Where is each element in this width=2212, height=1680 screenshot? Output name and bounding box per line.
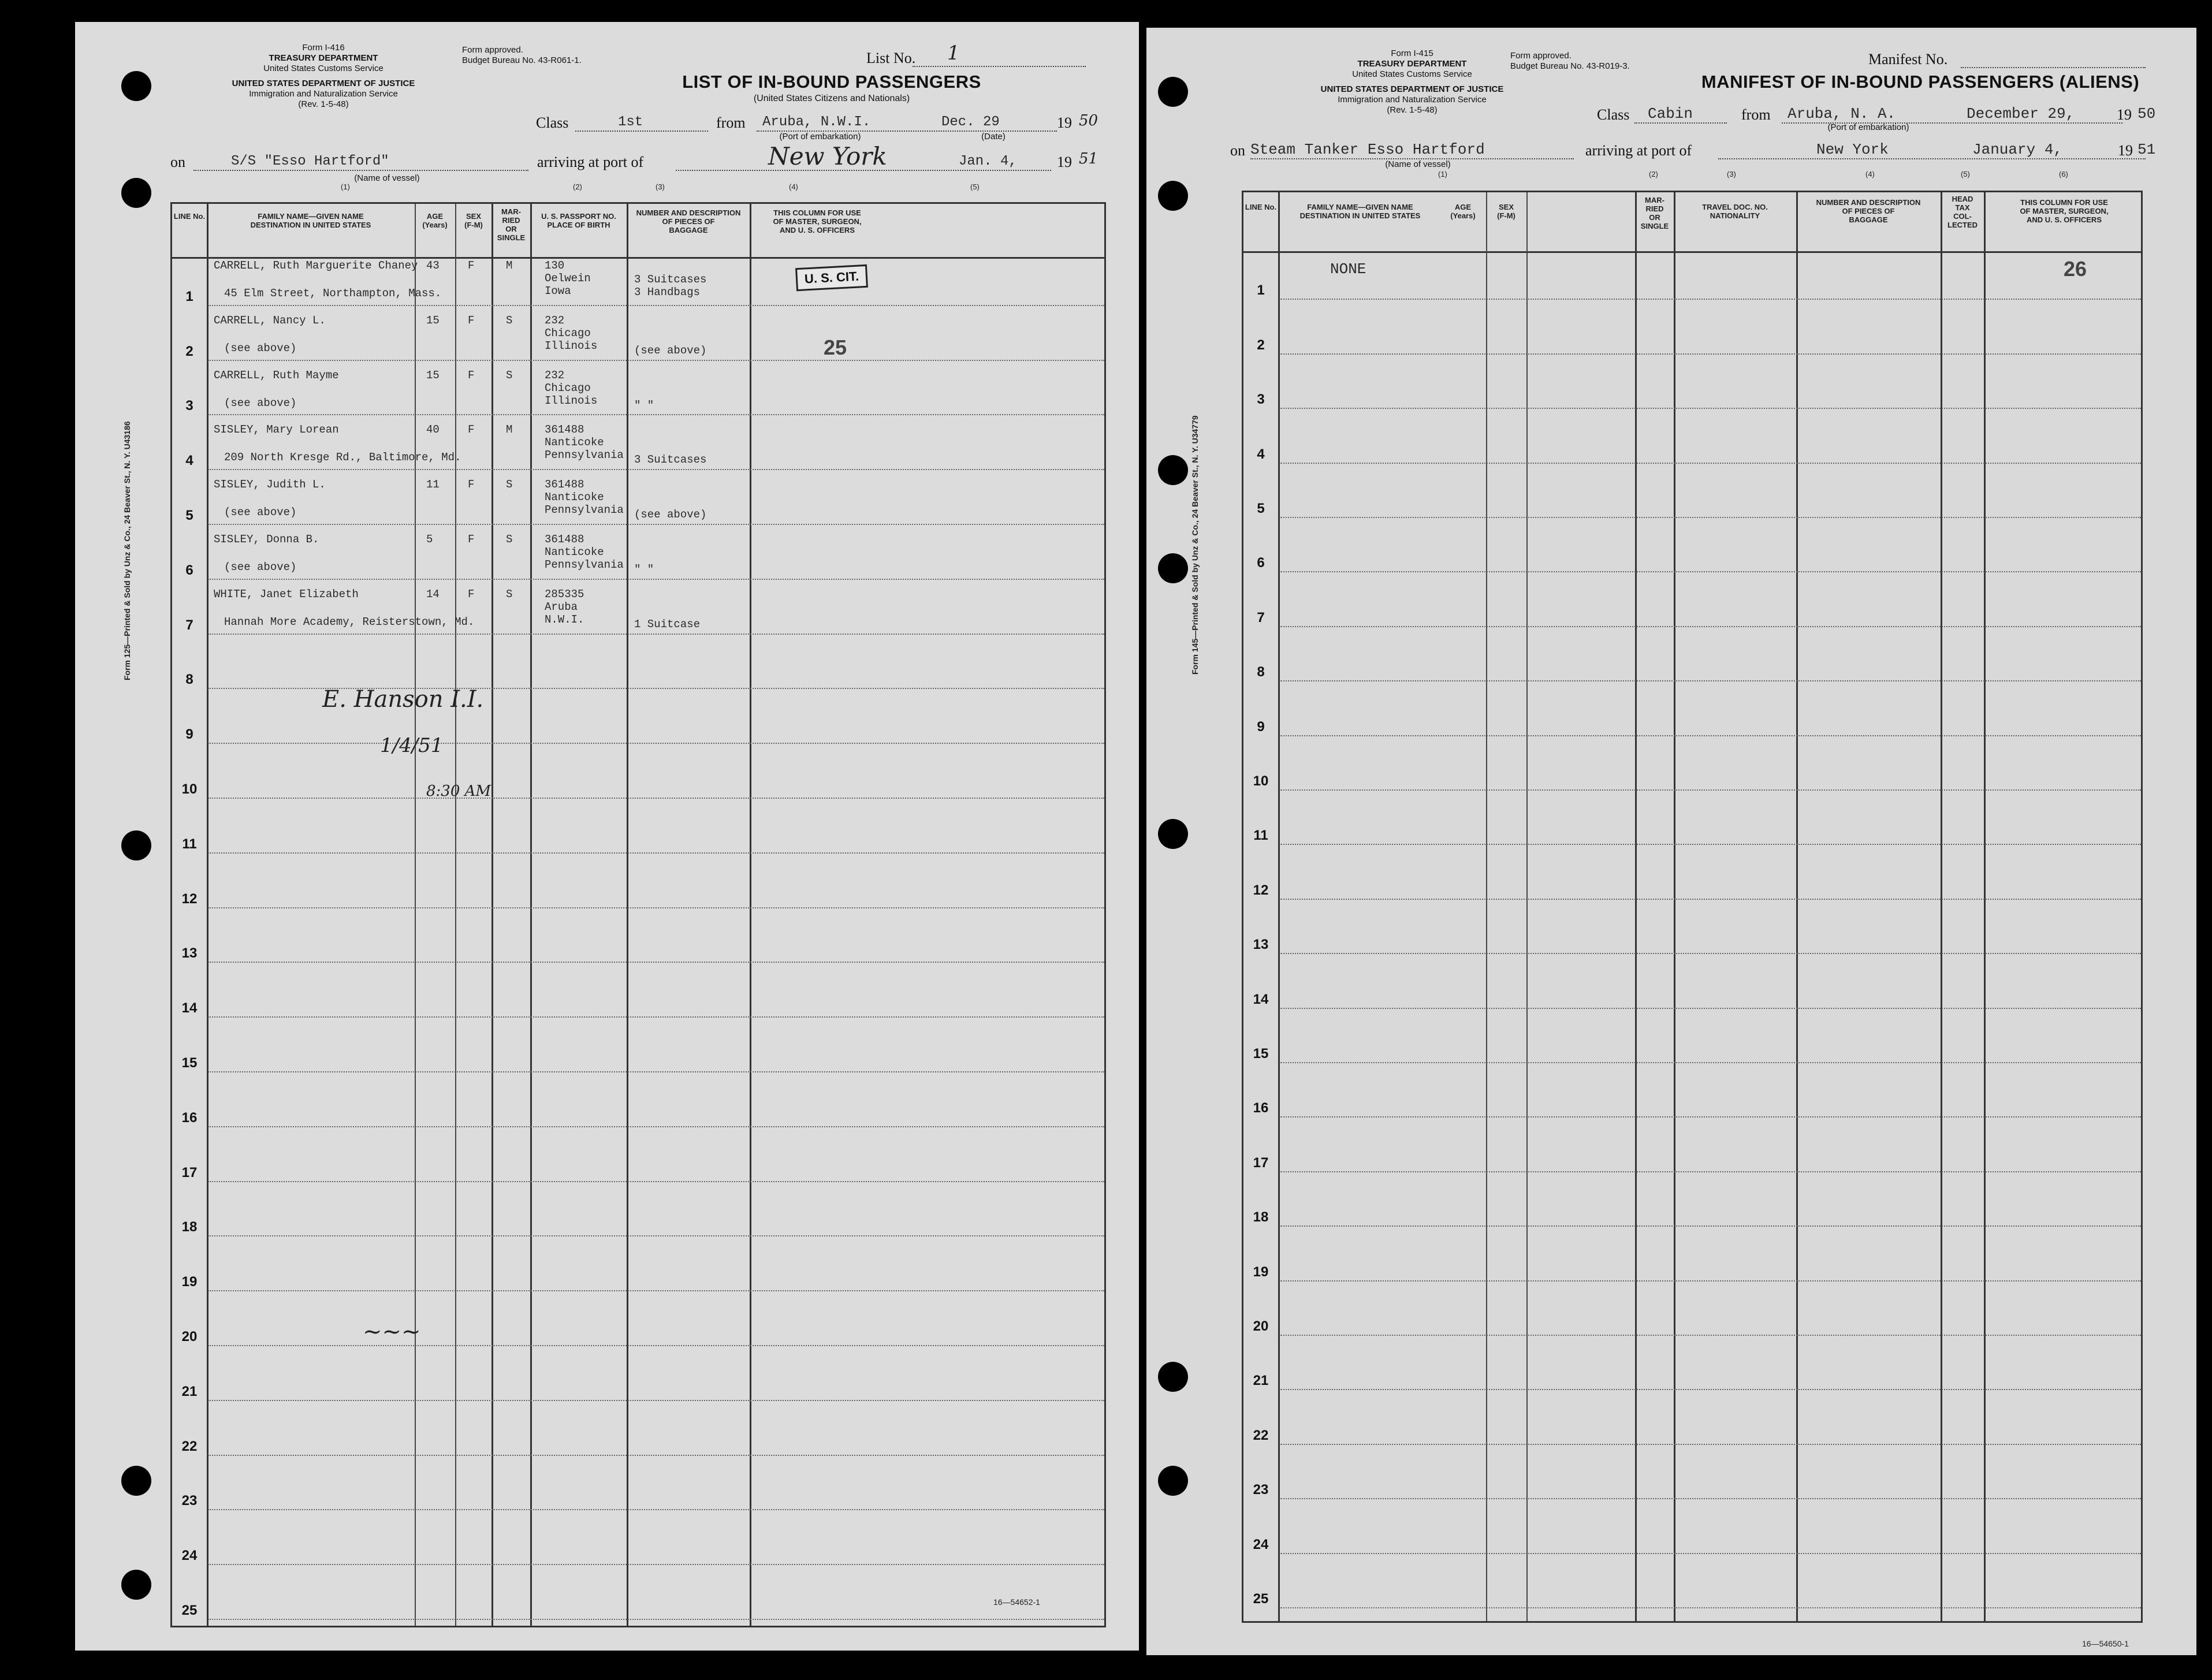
inspector-signature: E. Hanson I.I. [322,686,484,713]
row-rule [208,1126,1104,1127]
approval-note: Form approved. [1510,51,1572,61]
passenger-name: CARRELL, Ruth Marguerite Chaney [214,259,418,272]
line-number: 4 [185,453,193,469]
depart-year: 50 [2137,105,2156,122]
punch-hole [121,830,151,861]
printer-imprint: Form 145—Printed & Sold by Unz & Co., 24 Beaver St., N. Y. U34779 [1190,415,1200,675]
passenger-bag: (see above) [634,508,707,521]
row-rule [1279,299,2141,300]
line-number: 14 [181,1000,198,1016]
page-subtitle: (United States Citizens and Nationals) [753,94,910,103]
revision: (Rev. 1-5-48) [298,99,349,109]
line-number: 7 [185,617,193,633]
department: TREASURY DEPARTMENT [1357,59,1467,69]
line-number: 2 [185,343,193,359]
header-sex: SEX (F-M) [464,212,483,229]
row-rule [1279,1280,2141,1282]
line-number: 25 [181,1603,198,1618]
punch-hole [1158,1466,1188,1496]
line-number: 8 [185,672,193,688]
row-rule [208,579,1104,580]
passenger-sex: F [468,478,475,491]
header-married: MAR- RIED OR SINGLE [497,207,526,242]
line-number: 12 [181,891,198,907]
passenger-name: SISLEY, Judith L. [214,478,326,491]
header-baggage: NUMBER AND DESCRIPTION OF PIECES OF BAGGAGE [1816,198,1921,224]
col-number: (1) [341,182,350,191]
row-rule [208,1509,1104,1510]
inbound-aliens-manifest [1146,28,2196,1655]
row-rule [208,524,1104,525]
line-number: 9 [185,727,193,743]
on-label: on [170,154,185,170]
class-label: Class [1597,106,1630,123]
punch-hole [1158,1362,1188,1392]
passenger-dest: (see above) [224,341,297,355]
passenger-name: CARRELL, Ruth Mayme [214,368,339,382]
line-number: 18 [1253,1209,1269,1225]
passenger-birth: Chicago Illinois [545,381,598,407]
passenger-age: 15 [426,368,440,382]
row-rule [1279,899,2141,900]
row-rule [1279,1498,2141,1499]
ins: Immigration and Naturalization Service [1338,95,1487,105]
row-rule [208,360,1104,361]
passenger-name: SISLEY, Donna B. [214,533,319,546]
header-officers: THIS COLUMN FOR USE OF MASTER, SURGEON, AND U. S. OFFICERS [773,208,862,234]
row-rule [1279,1116,2141,1117]
row-rule [1279,517,2141,518]
form-number: Form I-415 [1391,49,1433,58]
row-rule [208,1400,1104,1401]
inspection-date: 1/4/51 [380,734,444,757]
line-number: 23 [181,1493,198,1509]
justice-dept: UNITED STATES DEPARTMENT OF JUSTICE [1320,84,1504,94]
header-age: AGE (Years) [1450,203,1476,220]
line-number: 1 [1257,282,1265,299]
line-number: 25 [1253,1591,1269,1607]
punch-hole [1158,181,1188,211]
row-rule [1279,953,2141,954]
passenger-bag: 3 Suitcases 3 Handbags [634,273,707,299]
line-number: 16 [1253,1100,1269,1116]
line-number: 4 [1257,446,1265,462]
passenger-sex: F [468,314,475,327]
passenger-pp: 361488 [545,478,584,491]
row-rule [208,469,1104,470]
row-rule [208,743,1104,744]
passenger-ms: M [506,423,513,437]
row-rule [1279,353,2141,355]
passenger-birth: Nanticoke Pennsylvania [545,436,624,462]
row-rule [208,852,1104,854]
passenger-name: WHITE, Janet Elizabeth [214,587,359,601]
passenger-sex: F [468,368,475,382]
header-name: FAMILY NAME—GIVEN NAME DESTINATION IN UNITED STATES [250,212,371,229]
passenger-dest: 209 North Kresge Rd., Baltimore, Md. [224,451,461,464]
row-rule [208,1235,1104,1236]
vessel-name: Steam Tanker Esso Hartford [1250,141,1485,158]
passenger-sex: F [468,423,475,437]
punch-hole [1158,819,1188,849]
col-number: (1) [1438,170,1447,178]
arrival-date: January 4, [1972,141,2063,158]
header-officers: THIS COLUMN FOR USE OF MASTER, SURGEON, AND U. S. OFFICERS [2020,198,2109,224]
row-rule [1279,844,2141,845]
passenger-age: 5 [426,533,433,546]
line-number: 13 [1253,937,1269,953]
col-number: (2) [1649,170,1658,178]
row-rule [1279,1008,2141,1009]
row-rule [208,1016,1104,1018]
line-number: 15 [181,1055,198,1071]
row-rule [208,1455,1104,1456]
line-number: 3 [1257,392,1265,408]
class-value: Cabin [1648,105,1693,122]
line-number: 10 [1253,773,1269,789]
department: TREASURY DEPARTMENT [269,53,378,63]
line-number: 22 [1253,1427,1269,1443]
manifest-no-label: Manifest No. [1868,51,1948,68]
arrival-date: Jan. 4, [959,154,1017,169]
arriving-label: arriving at port of [1585,142,1692,159]
line-number: 16 [181,1109,198,1126]
passenger-pp: 361488 [545,423,584,437]
ins: Immigration and Naturalization Service [249,89,398,99]
list-no-label: List No. [866,50,916,66]
line-number: 22 [181,1438,198,1454]
row-rule [1279,1389,2141,1390]
passenger-age: 11 [426,478,440,491]
passenger-name: SISLEY, Mary Lorean [214,423,339,437]
arrival-port: New York [1816,141,1889,158]
line-number: 9 [1257,718,1265,735]
line-number: 11 [182,836,197,852]
punch-hole [1158,455,1188,485]
service: United States Customs Service [1352,69,1472,79]
line-number: 7 [1257,609,1265,625]
line-number: 15 [1253,1046,1269,1061]
passenger-dest: (see above) [224,561,297,573]
depart-year: 50 [1079,112,1098,129]
passenger-pp: 361488 [545,533,584,546]
line-number: 11 [1253,828,1268,844]
passenger-table [170,202,1106,1627]
none-entry: NONE [1330,260,1366,278]
header-line-no: LINE No. [173,212,206,221]
page-title: LIST OF IN-BOUND PASSENGERS [682,72,981,92]
passenger-birth: Nanticoke Pennsylvania [545,491,624,517]
row-rule [208,634,1104,635]
revision: (Rev. 1-5-48) [1387,105,1438,115]
header-head-tax: HEAD TAX COL- LECTED [1947,195,1978,229]
alien-table [1242,191,2143,1623]
header-name: FAMILY NAME—GIVEN NAME DESTINATION IN UNITED STATES [1299,203,1421,220]
row20-scrawl: ~~~ [363,1318,421,1345]
row-rule [1279,463,2141,464]
justice-dept: UNITED STATES DEPARTMENT OF JUSTICE [232,79,415,88]
punch-hole [121,178,151,208]
depart-year-prefix: 19 [2117,106,2132,123]
passenger-dest: Hannah More Academy, Reisterstown, Md. [224,615,475,628]
line-number: 13 [181,945,198,962]
line-number: 19 [1253,1264,1269,1280]
col-number: (4) [789,182,798,191]
row-rule [208,1345,1104,1346]
passenger-count: 26 [2064,257,2087,281]
row-rule [208,1290,1104,1291]
line-number: 14 [1253,991,1269,1007]
class-value: 1st [618,114,643,130]
row-rule [1279,408,2141,409]
passenger-sex: F [468,259,475,272]
depart-date: Dec. 29 [941,114,1000,130]
vessel-name: S/S "Esso Hartford" [231,154,389,169]
arrival-year-prefix: 19 [2118,142,2133,159]
punch-hole [121,1570,151,1600]
row-rule [1279,789,2141,791]
passenger-bag: 3 Suitcases [634,453,707,467]
line-number: 6 [1257,555,1265,571]
row-rule [1279,1444,2141,1445]
passenger-pp: 285335 [545,587,584,601]
passenger-ms: M [506,259,513,272]
col-number: (3) [1727,170,1736,178]
passenger-pp: 130 [545,259,565,272]
header-travel-doc: TRAVEL DOC. NO. NATIONALITY [1702,203,1768,220]
form-number: Form I-416 [302,43,345,53]
from-value: Aruba, N.W.I. [762,114,871,130]
passenger-dest: 45 Elm Street, Northampton, Mass. [224,287,442,300]
line-number: 19 [181,1274,198,1290]
row-rule [208,962,1104,963]
passenger-ms: S [506,314,513,327]
passenger-dest: (see above) [224,506,297,519]
row-rule [1279,1607,2141,1608]
passenger-age: 43 [426,259,440,272]
passenger-pp: 232 [545,314,565,327]
punch-hole [121,71,151,101]
line-number: 1 [185,288,193,304]
from-label: from [716,114,746,131]
row-rule [1279,571,2141,572]
passenger-birth: Nanticoke Pennsylvania [545,546,624,571]
passenger-bag: " " [634,563,654,576]
punch-hole [1158,553,1188,583]
passenger-ms: S [506,533,513,546]
arriving-label: arriving at port of [537,154,644,170]
us-citizen-stamp: U. S. CIT. [795,265,868,291]
passenger-age: 15 [426,314,440,327]
service: United States Customs Service [263,64,383,73]
arrival-port: New York [768,142,887,170]
page-title: MANIFEST OF IN-BOUND PASSENGERS (ALIENS) [1701,72,2140,92]
row-rule [208,1619,1104,1620]
header-married: MAR- RIED OR SINGLE [1640,196,1669,230]
from-value: Aruba, N. A. [1788,105,1896,122]
col-number: (2) [573,182,582,191]
passenger-ms: S [506,587,513,601]
depart-date: December 29, [1967,105,2075,122]
line-number: 6 [185,562,193,578]
inbound-citizens-list [75,22,1139,1651]
passenger-dest: (see above) [224,396,297,409]
printer-imprint: Form 125—Printed & Sold by Unz & Co., 24 Beaver St., N. Y. U43186 [122,421,132,680]
passenger-bag: " " [634,398,654,412]
row-rule [208,1181,1104,1182]
passenger-sex: F [468,587,475,601]
header-baggage: NUMBER AND DESCRIPTION OF PIECES OF BAGGAGE [636,208,741,234]
col-number: (4) [1865,170,1875,178]
header-sex: SEX (F-M) [1497,203,1515,220]
arrival-year: 51 [1079,150,1098,167]
row-rule [1279,1062,2141,1063]
passenger-ms: S [506,478,513,491]
col-number: (3) [656,182,665,191]
passenger-birth: Chicago Illinois [545,326,598,352]
row-rule [208,907,1104,908]
col-number: (5) [970,182,980,191]
vessel-caption: (Name of vessel) [1385,159,1451,169]
passenger-name: CARRELL, Nancy L. [214,314,326,327]
passenger-ms: S [506,368,513,382]
port-embarkation-caption: (Port of embarkation) [1827,122,1909,132]
passenger-birth: Oelwein Iowa [545,272,591,297]
row-rule [1279,1171,2141,1172]
arrival-year: 51 [2137,141,2156,158]
line-number: 12 [1253,882,1269,898]
port-embarkation-caption: (Port of embarkation) [779,132,861,141]
on-label: on [1230,142,1245,159]
approval-note: Form approved. [462,45,523,55]
list-no-value: 1 [947,42,960,65]
passenger-count: 25 [824,336,847,359]
line-number: 20 [1253,1318,1269,1334]
line-number: 5 [185,508,193,523]
passenger-birth: Aruba N.W.I. [545,600,584,626]
line-number: 20 [181,1329,198,1344]
line-number: 24 [1253,1536,1269,1552]
row-rule [208,798,1104,799]
date-caption: (Date) [981,132,1006,141]
line-number: 21 [1253,1373,1269,1389]
budget-bureau: Budget Bureau No. 43-R019-3. [1510,61,1630,71]
passenger-sex: F [468,533,475,546]
budget-bureau: Budget Bureau No. 43-R061-1. [462,55,582,65]
row-rule [208,1564,1104,1565]
from-label: from [1741,106,1771,123]
line-number: 10 [181,781,198,797]
inspection-time: 8:30 AM [426,783,491,800]
punch-hole [121,1466,151,1496]
passenger-pp: 232 [545,368,565,382]
line-number: 23 [1253,1482,1269,1498]
line-number: 17 [181,1164,198,1180]
row-rule [1279,626,2141,627]
header-line-no: LINE No. [1245,203,1277,211]
line-number: 5 [1257,501,1265,516]
row-rule [208,414,1104,415]
line-number: 3 [185,398,193,414]
col-number: (6) [2059,170,2068,178]
row-rule [1279,680,2141,681]
header-passport: U. S. PASSPORT NO. PLACE OF BIRTH [541,212,616,229]
class-label: Class [536,114,569,131]
passenger-age: 40 [426,423,440,437]
passenger-age: 14 [426,587,440,601]
passenger-bag: 1 Suitcase [634,617,701,631]
row-rule [208,305,1104,306]
row-rule [1279,1553,2141,1554]
row-rule [208,1071,1104,1072]
row-rule [1279,735,2141,736]
row-rule [1279,1225,2141,1227]
form-footer: 16—54650-1 [2082,1639,2129,1648]
line-number: 17 [1253,1154,1269,1171]
line-number: 8 [1257,664,1265,680]
form-footer: 16—54652-1 [993,1597,1040,1607]
line-number: 21 [181,1383,198,1399]
depart-year-prefix: 19 [1057,114,1072,131]
arrival-year-prefix: 19 [1057,154,1072,170]
line-number: 2 [1257,337,1265,353]
line-number: 24 [181,1548,198,1564]
line-number: 18 [181,1219,198,1235]
header-age: AGE (Years) [422,212,448,229]
passenger-bag: (see above) [634,344,707,357]
punch-hole [1158,77,1188,107]
row-rule [1279,1335,2141,1336]
col-number: (5) [1961,170,1970,178]
vessel-caption: (Name of vessel) [354,173,420,183]
